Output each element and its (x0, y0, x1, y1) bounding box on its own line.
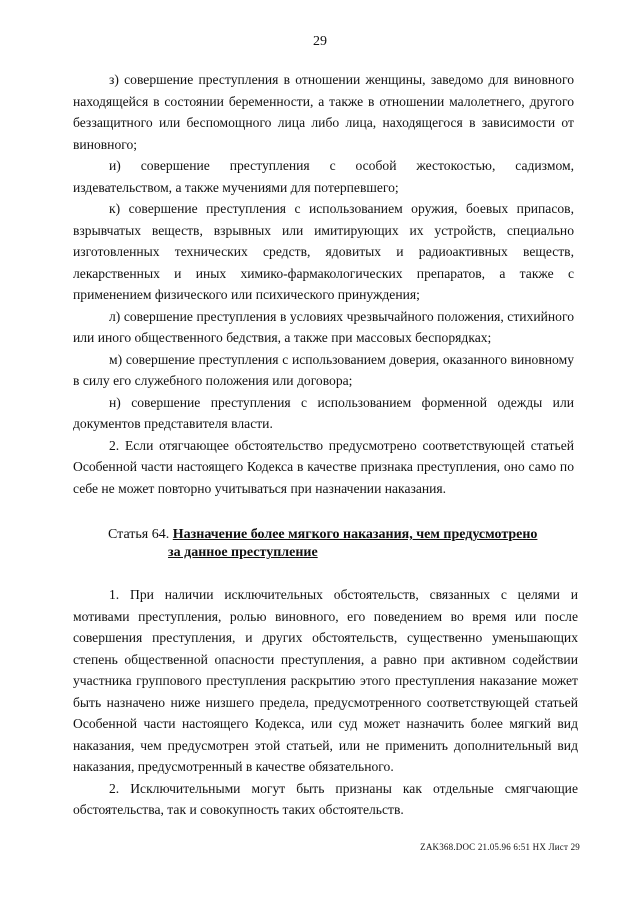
document-footer: ZAK368.DOC 21.05.96 6:51 НХ Лист 29 (420, 842, 580, 852)
article-paragraph-1: 1. При наличии исключительных обстоятельств, связанных с целями и мотивами преступления, ролью виновного, его поведением во время или после совершения преступления, и других обстоятельств, существенно уменьшающих степень общественной опасности преступления, а равно при активном содействии участника группового преступления раскрытию этого преступления наказание может быть назначено ниже низшего предела, предусмотренного соответствующей статьей Особенной части настоящего Кодекса, или суд может назначить более мягкий вид наказания, чем предусмотрен этой статьей, или не применить дополнительный вид наказания, предусмотренный в качестве обязательного. (73, 587, 578, 774)
paragraph-l: л) совершение преступления в условиях чрезвычайного положения, стихийного или иного общественного бедствия, а также при массовых беспорядках; (73, 308, 574, 345)
paragraph-m: м) совершение преступления с использованием доверия, оказанного виновному в силу его служебного положения или договора; (73, 351, 574, 388)
bottom-paragraphs (73, 584, 578, 821)
paragraph-k: к) совершение преступления с использованием оружия, боевых припасов, взрывчатых веществ, взрывных или имитирующих их устройств, специально изготовленных технических средств, ядовитых и радиоактивных веществ, лекарственных и иных химико-фармакологических препаратов, а также с применением физического или психического принуждения; (73, 201, 574, 302)
article-title-line1: Назначение более мягкого наказания, чем предусмотрено (172, 527, 538, 542)
page-number: 29 (313, 34, 327, 49)
paragraph-i: и) совершение преступления с особой жестокостью, садизмом, издевательством, а также мучениями для потерпевшего; (73, 158, 574, 195)
article-paragraph-2: 2. Исключительными могут быть признаны как отдельные смягчающие обстоятельства, так и совокупность таких обстоятельств. (73, 780, 578, 817)
top-paragraphs (73, 69, 574, 499)
article-title-line2: за данное преступление (168, 545, 318, 560)
article-heading (108, 526, 578, 562)
paragraph-n: н) совершение преступления с использованием форменной одежды или документов представителя власти. (73, 394, 574, 431)
paragraph-2: 2. Если отягчающее обстоятельство предусмотрено соответствующей статьей Особенной части настоящего Кодекса в качестве признака преступления, оно само по себе не может повторно учитываться при назначении наказания. (73, 437, 574, 496)
paragraph-z: з) совершение преступления в отношении женщины, заведомо для виновного находящейся в состоянии беременности, а также в отношении малолетнего, другого беззащитного или беспомощного лица либо лица, находящегося в зависимости от виновного; (73, 72, 574, 152)
article-label: Статья 64. (108, 527, 170, 542)
